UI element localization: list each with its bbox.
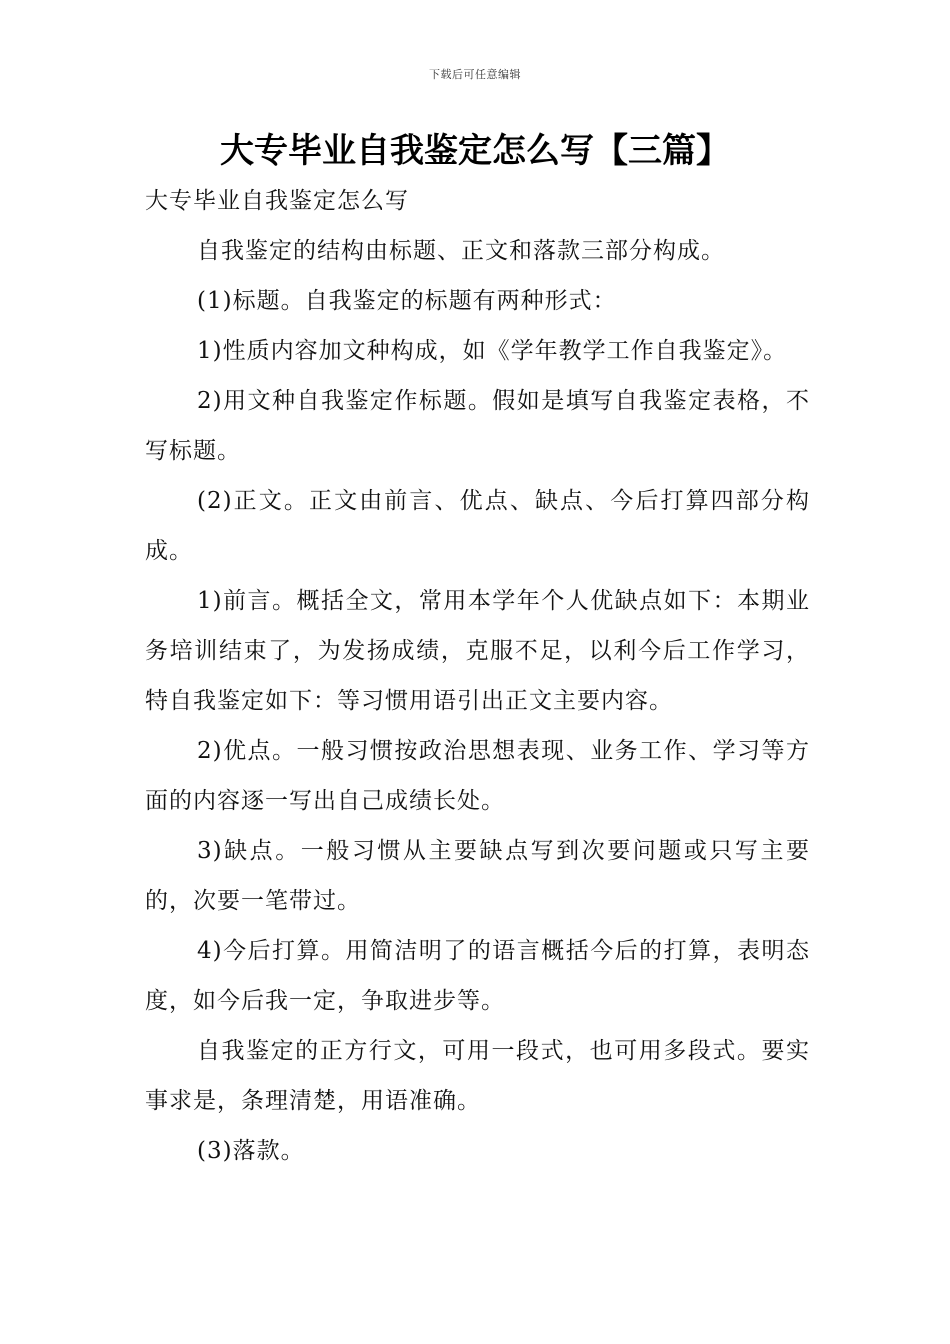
paragraph-weaknesses: 3)缺点。一般习惯从主要缺点写到次要问题或只写主要的，次要一笔带过。	[145, 838, 810, 914]
paragraph-title-section: (1)标题。自我鉴定的标题有两种形式：	[197, 288, 617, 314]
subtitle: 大专毕业自我鉴定怎么写	[145, 188, 409, 214]
paragraph-strengths: 2)优点。一般习惯按政治思想表现、业务工作、学习等方面的内容逐一写出自己成绩长处。	[145, 738, 810, 814]
paragraph-title-form-1: 1)性质内容加文种构成，如《学年教学工作自我鉴定》。	[197, 338, 788, 364]
paragraph-structure: 自我鉴定的结构由标题、正文和落款三部分构成。	[197, 238, 725, 264]
paragraph-body-section: (2)正文。正文由前言、优点、缺点、今后打算四部分构成。	[145, 488, 810, 564]
paragraph-future-plans: 4)今后打算。用简洁明了的语言概括今后的打算，表明态度，如今后我一定，争取进步等。	[145, 938, 810, 1014]
document-body	[145, 176, 810, 1176]
header-note: 下载后可任意编辑	[429, 68, 521, 81]
paragraph-writing-style: 自我鉴定的正方行文，可用一段式，也可用多段式。要实事求是，条理清楚，用语准确。	[145, 1038, 810, 1114]
document-title: 大专毕业自我鉴定怎么写【三篇】	[220, 131, 730, 171]
paragraph-signature-section: (3)落款。	[197, 1138, 305, 1164]
paragraph-title-form-2: 2)用文种自我鉴定作标题。假如是填写自我鉴定表格，不写标题。	[145, 388, 810, 464]
paragraph-preface: 1)前言。概括全文，常用本学年个人优缺点如下：本期业务培训结束了，为发扬成绩，克服不足，以利今后工作学习，特自我鉴定如下：等习惯用语引出正文主要内容。	[145, 588, 810, 714]
